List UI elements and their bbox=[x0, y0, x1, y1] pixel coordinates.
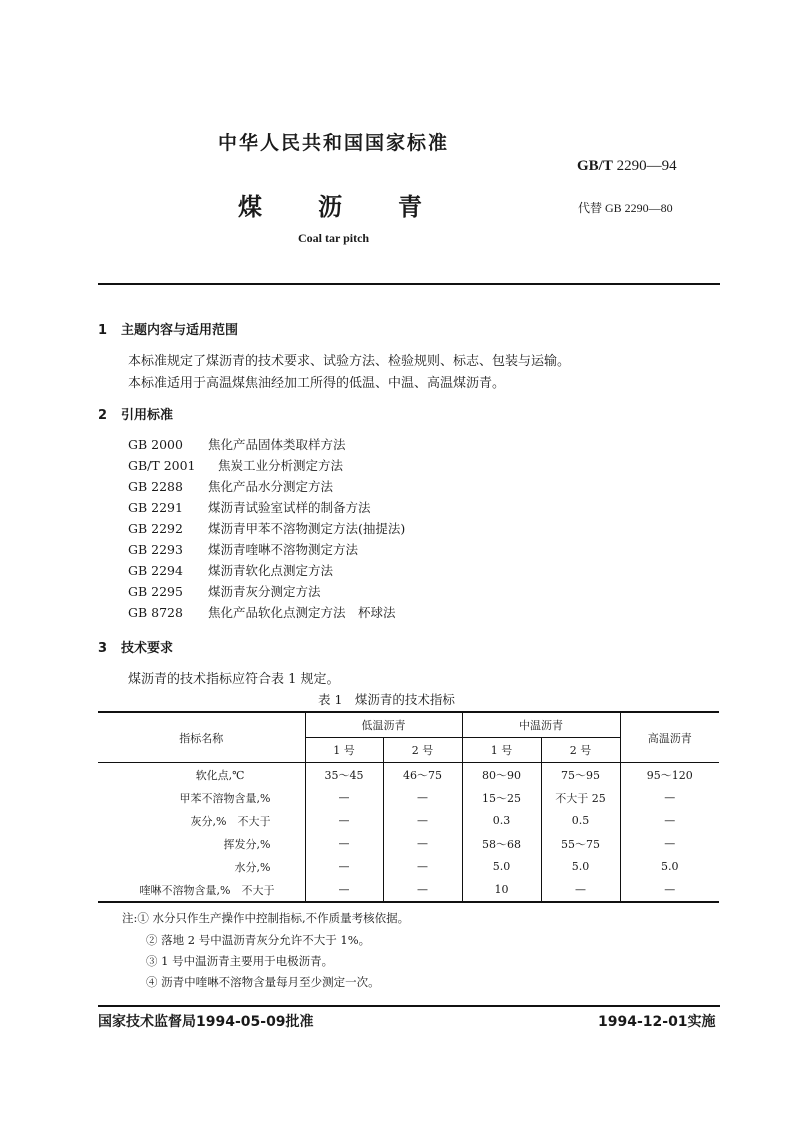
cell: 35～45 bbox=[305, 763, 383, 787]
footer-rule bbox=[98, 1005, 720, 1007]
section-3-intro: 煤沥青的技术指标应符合表 1 规定。 bbox=[128, 672, 340, 687]
cell: 10 bbox=[462, 878, 541, 902]
table-note: ④ 沥青中喹啉不溶物含量每月至少测定一次。 bbox=[146, 975, 380, 989]
standard-number-value: 2290—94 bbox=[616, 158, 677, 174]
section-3-number: 3 bbox=[98, 641, 108, 656]
cell: 0.3 bbox=[462, 809, 541, 832]
reference-item bbox=[128, 582, 321, 600]
reference-name: 煤沥青试验室试样的制备方法 bbox=[208, 500, 371, 515]
cell: — bbox=[305, 786, 383, 809]
title-char-1: 煤 bbox=[238, 193, 262, 221]
cell: 15～25 bbox=[462, 786, 541, 809]
reference-name: 煤沥青软化点测定方法 bbox=[208, 563, 334, 578]
standard-number bbox=[577, 158, 677, 175]
english-title: Coal tar pitch bbox=[298, 231, 370, 245]
header-indicator-name: 指标名称 bbox=[98, 712, 305, 763]
section-1-paragraph: 本标准规定了煤沥青的技术要求、试验方法、检验规则、标志、包装与运输。 bbox=[128, 354, 571, 369]
cell: 95～120 bbox=[620, 763, 719, 787]
document-title bbox=[238, 187, 422, 222]
row-name: 水分,% bbox=[234, 860, 271, 874]
reference-name: 煤沥青灰分测定方法 bbox=[208, 584, 321, 599]
table-note: 注:① 水分只作生产操作中控制指标,不作质量考核依据。 bbox=[122, 911, 410, 925]
section-1-title: 主题内容与适用范围 bbox=[121, 323, 239, 338]
table-row bbox=[98, 763, 719, 787]
title-char-3: 青 bbox=[398, 193, 422, 221]
table-note: ② 落地 2 号中温沥青灰分允许不大于 1%。 bbox=[146, 933, 371, 947]
reference-item bbox=[128, 603, 396, 621]
cell: 5.0 bbox=[541, 855, 620, 878]
section-2-heading bbox=[98, 404, 173, 423]
cell: — bbox=[383, 878, 462, 902]
reference-name: 焦化产品软化点测定方法 杯球法 bbox=[208, 605, 396, 620]
cell: — bbox=[620, 878, 719, 902]
row-name: 挥发分,% bbox=[223, 837, 271, 851]
reference-name: 煤沥青喹啉不溶物测定方法 bbox=[208, 542, 359, 557]
cell: 不大于 25 bbox=[541, 786, 620, 809]
cell: 80～90 bbox=[462, 763, 541, 787]
cell: 46～75 bbox=[383, 763, 462, 787]
reference-item bbox=[128, 498, 371, 516]
header-no2: 2 号 bbox=[383, 738, 462, 763]
section-1-heading bbox=[98, 319, 238, 338]
cell: — bbox=[620, 809, 719, 832]
section-3-title: 技术要求 bbox=[121, 641, 174, 656]
effective-date: 1994-12-01实施 bbox=[598, 1014, 716, 1030]
cell: 58～68 bbox=[462, 832, 541, 855]
reference-code: GB 2292 bbox=[128, 521, 183, 536]
replaces-standard: 代替 GB 2290—80 bbox=[578, 201, 673, 215]
row-name: 甲苯不溶物含量,% bbox=[179, 791, 271, 805]
header-rule bbox=[98, 283, 720, 285]
reference-code: GB 2291 bbox=[128, 500, 183, 515]
table-row bbox=[98, 855, 719, 878]
reference-code: GB 2288 bbox=[128, 479, 183, 494]
cell: 75～95 bbox=[541, 763, 620, 787]
standard-prefix: GB/T bbox=[577, 158, 613, 174]
reference-item bbox=[128, 456, 343, 474]
row-name: 灰分,% 不大于 bbox=[190, 814, 271, 828]
section-2-number: 2 bbox=[98, 408, 108, 423]
cell: — bbox=[305, 855, 383, 878]
section-3-heading bbox=[98, 637, 173, 656]
section-1-paragraph: 本标准适用于高温煤焦油经加工所得的低温、中温、高温煤沥青。 bbox=[128, 376, 506, 391]
reference-item bbox=[128, 477, 333, 495]
issuing-body: 中华人民共和国国家标准 bbox=[218, 132, 450, 154]
reference-code: GB 2295 bbox=[128, 584, 183, 599]
cell: — bbox=[383, 809, 462, 832]
header-no1: 1 号 bbox=[305, 738, 383, 763]
table-row bbox=[98, 878, 719, 902]
cell: 5.0 bbox=[620, 855, 719, 878]
reference-item bbox=[128, 540, 358, 558]
cell: — bbox=[305, 832, 383, 855]
header-low-temp: 低温沥青 bbox=[305, 712, 462, 738]
cell: — bbox=[305, 878, 383, 902]
table-header-row bbox=[98, 712, 719, 738]
row-name: 喹啉不溶物含量,% 不大于 bbox=[98, 878, 305, 902]
section-2-title: 引用标准 bbox=[121, 408, 174, 423]
cell: — bbox=[620, 832, 719, 855]
cell: — bbox=[383, 855, 462, 878]
cell: 5.0 bbox=[462, 855, 541, 878]
technical-spec-table bbox=[98, 711, 719, 903]
header-high-temp: 高温沥青 bbox=[620, 712, 719, 763]
reference-item bbox=[128, 561, 333, 579]
reference-item bbox=[128, 519, 405, 537]
cell: 0.5 bbox=[541, 809, 620, 832]
reference-item bbox=[128, 435, 346, 453]
reference-code: GB 2294 bbox=[128, 563, 183, 578]
cell: — bbox=[383, 832, 462, 855]
row-name: 软化点,℃ bbox=[195, 768, 245, 782]
approval-line: 国家技术监督局1994-05-09批准 bbox=[98, 1014, 314, 1030]
table-row bbox=[98, 809, 719, 832]
reference-name: 焦化产品固体类取样方法 bbox=[208, 437, 346, 452]
reference-code: GB 2293 bbox=[128, 542, 183, 557]
table-row bbox=[98, 786, 719, 809]
reference-code: GB 2000 bbox=[128, 437, 183, 452]
cell: — bbox=[541, 878, 620, 902]
section-1-number: 1 bbox=[98, 323, 108, 338]
reference-name: 焦化产品水分测定方法 bbox=[208, 479, 334, 494]
header-no2: 2 号 bbox=[541, 738, 620, 763]
header-mid-temp: 中温沥青 bbox=[462, 712, 620, 738]
header-no1: 1 号 bbox=[462, 738, 541, 763]
cell: — bbox=[383, 786, 462, 809]
reference-code: GB 8728 bbox=[128, 605, 183, 620]
cell: — bbox=[305, 809, 383, 832]
table-note: ③ 1 号中温沥青主要用于电极沥青。 bbox=[146, 954, 334, 968]
reference-code: GB/T 2001 bbox=[128, 458, 196, 473]
table-caption: 表 1 煤沥青的技术指标 bbox=[318, 692, 455, 707]
cell: 55～75 bbox=[541, 832, 620, 855]
reference-name: 煤沥青甲苯不溶物测定方法(抽提法) bbox=[208, 521, 406, 536]
cell: — bbox=[620, 786, 719, 809]
table-row bbox=[98, 832, 719, 855]
title-char-2: 沥 bbox=[318, 193, 342, 221]
reference-name: 焦炭工业分析测定方法 bbox=[218, 458, 344, 473]
